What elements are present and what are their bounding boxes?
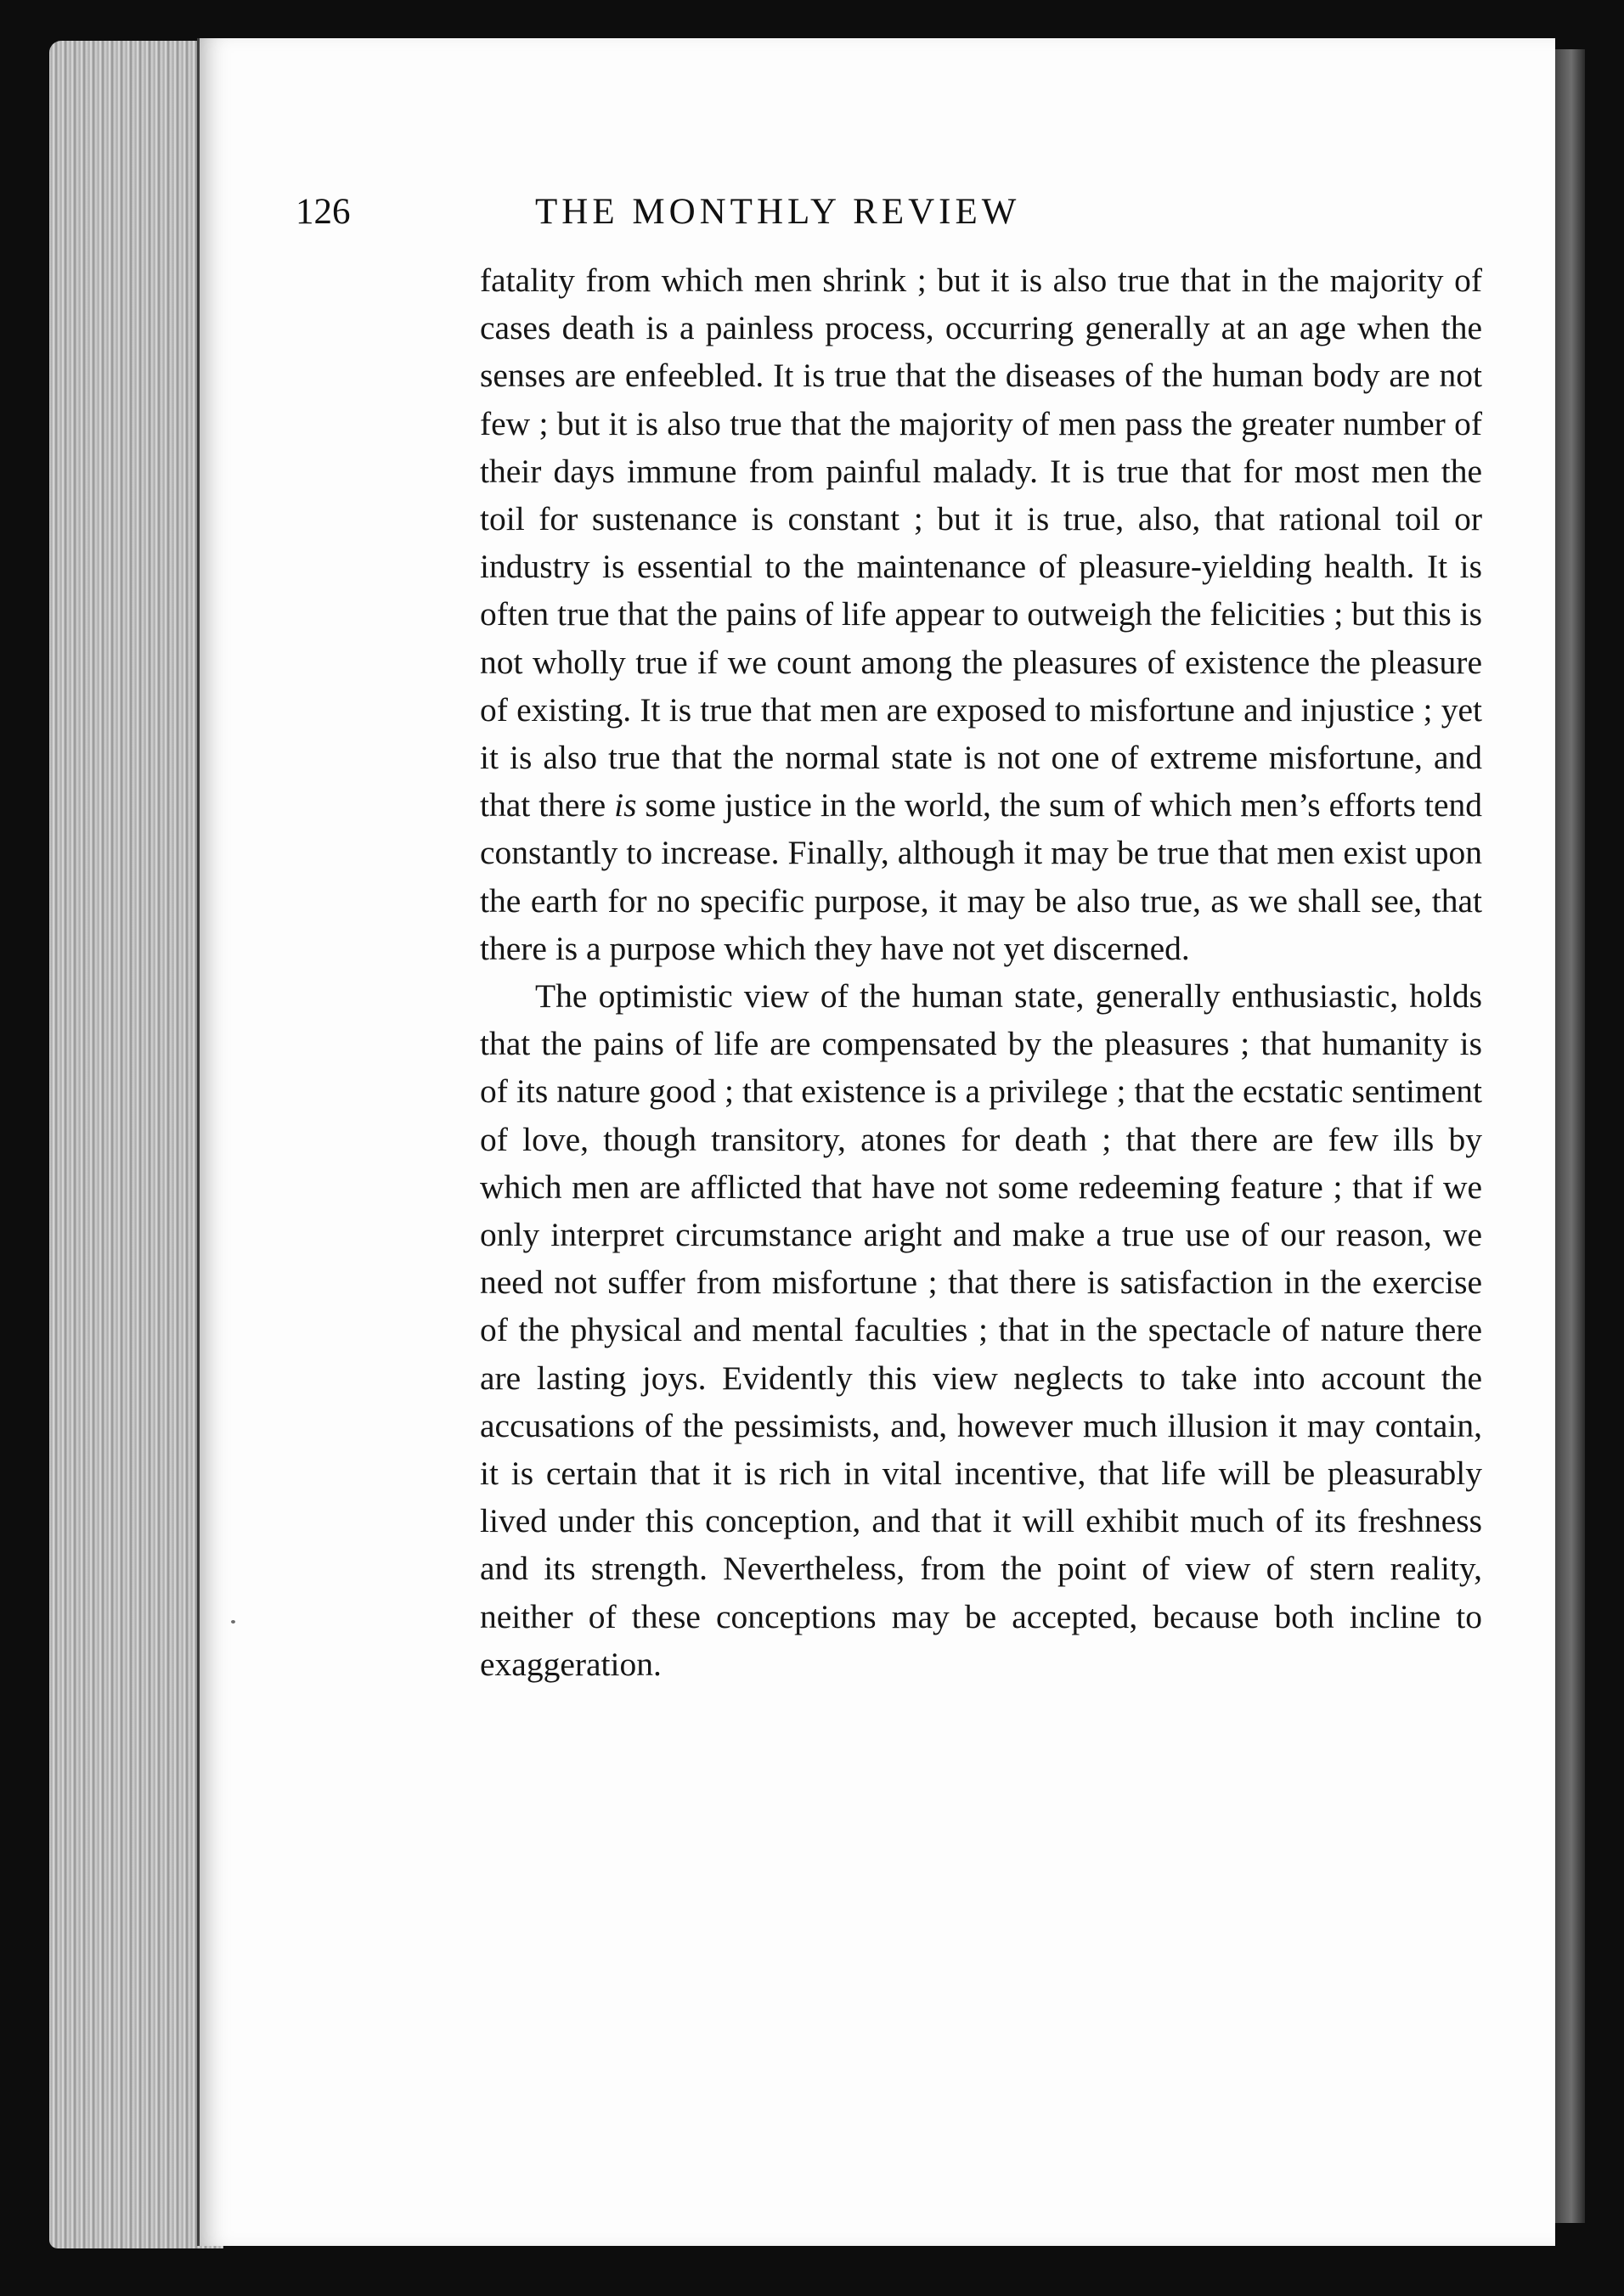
page-number: 126 [296, 192, 351, 232]
italic-emphasis: is [614, 786, 637, 824]
journal-title: THE MONTHLY REVIEW [535, 192, 1021, 232]
scan-speck [231, 1620, 235, 1624]
paragraph-1-text-a: fatality from which men shrink ; but it is also true that in the majority of cases death is a painless process, occurring generally at an age when the senses are enfeebled. It is true that the diseases of the human body are not few ; but it is also true that the majority of men pass the greater number of their days immune from painful malady. It is true that for most men the toil for sustenance is constant ; but it is true, also, that rational toil or industry is essential to the maintenance of pleasure-yielding health. It is often true that the pains of life appear to outweigh the felicities ; but this is not wholly true if we count among the pleasures of existence the pleasure of existing. It is true that men are exposed to misfortune and injustice ; yet it is also true that the normal state is not one of extreme misfortune, and that there [480, 262, 1482, 824]
body-text [480, 256, 1482, 1688]
paragraph-1-text-b: some justice in the world, the sum of which men’s efforts tend constantly to increase. Finally, although it may be true that men exist upon the earth for no specific purpose, it may be also true, as we shall see, that there is a purpose which they have not yet discerned. [480, 786, 1482, 967]
book-right-edge [1551, 49, 1585, 2223]
paragraph-optimistic-view: The optimistic view of the human state, generally enthusiastic, holds that the pains of life are compensated by the pleasures ; that humanity is of its nature good ; that existence is a privilege ; that the ecstatic sentiment of love, though transitory, atones for death ; that there are few ills by which men are afflicted that have not some redeeming feature ; that if we only interpret circumstance aright and make a true use of our reason, we need not suffer from misfortune ; that there is satisfaction in the exercise of the physical and mental faculties ; that in the spectacle of nature there are lasting joys. Evidently this view neglects to take into account the accusations of the pessimists, and, however much illusion it may contain, it is certain that it is rich in vital incentive, that life will be pleasurably lived under this conception, and that it will exhibit much of its freshness and its strength. Nevertheless, from the point of view of stern reality, neither of these conceptions may be accepted, because both incline to exaggeration. [480, 977, 1482, 1683]
paragraph-continuation [480, 256, 1482, 972]
